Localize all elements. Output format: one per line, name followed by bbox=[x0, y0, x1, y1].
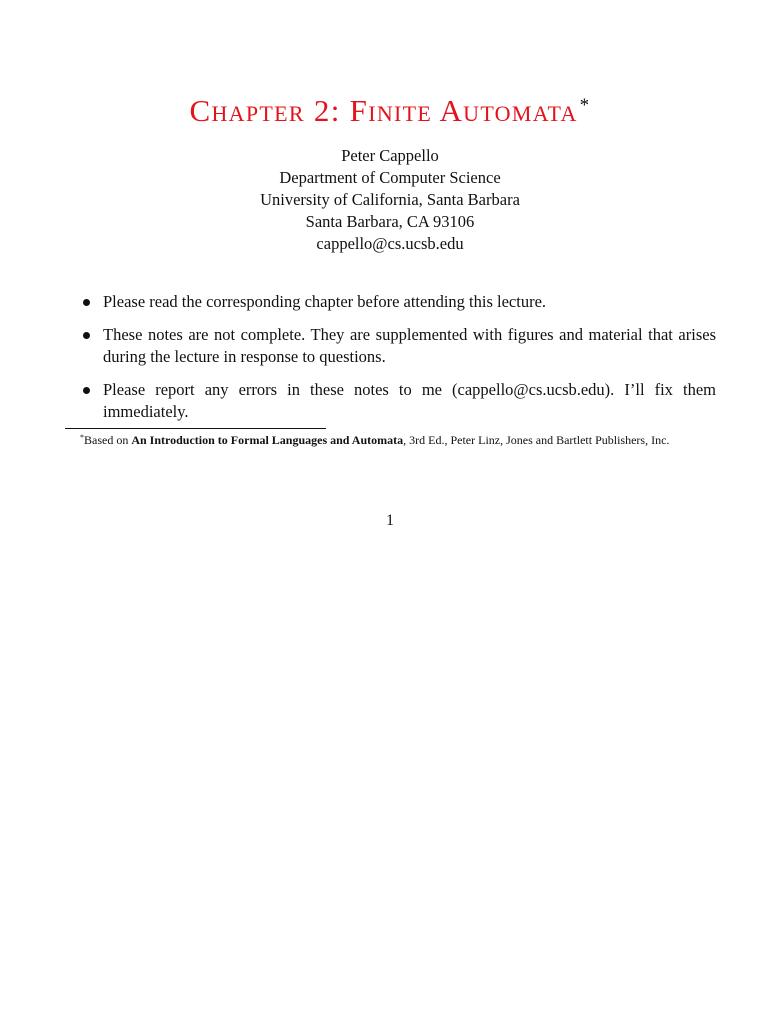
chapter-title-text: Chapter 2: Finite Automata bbox=[189, 93, 578, 128]
footnote-prefix: Based on bbox=[84, 433, 132, 447]
author-email: cappello@cs.ucsb.edu bbox=[316, 234, 464, 253]
author-university: University of California, Santa Barbara bbox=[260, 190, 520, 209]
list-item bbox=[80, 291, 716, 313]
author-block bbox=[0, 145, 768, 255]
bullet-icon bbox=[83, 387, 90, 394]
footnote-book-title: An Introduction to Formal Languages and Automata bbox=[131, 433, 404, 447]
chapter-title bbox=[0, 84, 768, 133]
list-item bbox=[80, 324, 716, 368]
bullet-icon bbox=[83, 299, 90, 306]
notes-bullet-list bbox=[80, 291, 716, 434]
author-name: Peter Cappello bbox=[341, 146, 439, 165]
bullet-icon bbox=[83, 332, 90, 339]
author-address: Santa Barbara, CA 93106 bbox=[305, 212, 475, 231]
list-item bbox=[80, 379, 716, 423]
page-number: 1 bbox=[386, 512, 394, 529]
footnote-rule bbox=[65, 428, 326, 429]
author-department: Department of Computer Science bbox=[279, 168, 501, 187]
list-item-text: These notes are not complete. They are supplemented with figures and material that arises during the lecture in response to questions. bbox=[103, 325, 716, 366]
footnote-suffix: , 3rd Ed., Peter Linz, Jones and Bartlett Publishers, Inc. bbox=[403, 433, 670, 447]
footnote-mark: * bbox=[80, 433, 84, 442]
list-item-text: Please read the corresponding chapter before attending this lecture. bbox=[103, 292, 547, 311]
list-item-text: Please report any errors in these notes to me (cappello@cs.ucsb.edu). I’ll fix them immediately. bbox=[103, 380, 716, 421]
title-footnote-mark: * bbox=[579, 95, 591, 116]
footnote bbox=[65, 430, 717, 448]
